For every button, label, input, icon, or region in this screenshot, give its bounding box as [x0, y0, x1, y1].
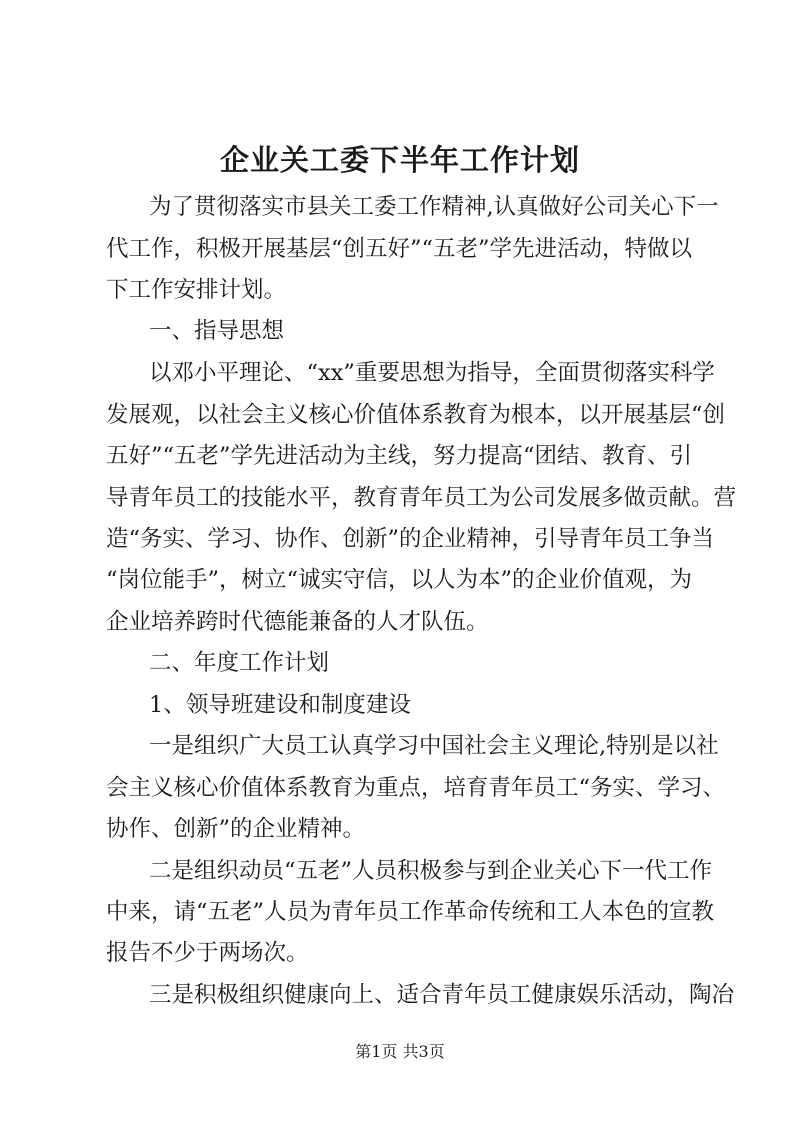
body-line: 会主义核心价值体系教育为重点，培育青年员工“务实、学习、 [106, 775, 726, 801]
body-line: 企业培养跨时代德能兼备的人才队伍。 [106, 609, 489, 635]
body-line: 报告不少于两场次。 [106, 940, 309, 966]
section-heading: 二、年度工作计划 [149, 650, 330, 676]
body-line: 下工作安排计划。 [106, 277, 287, 303]
body-line: “岗位能手”，树立“诚实守信，以人为本”的企业价值观，为 [106, 567, 693, 593]
body-line: 协作、创新”的企业精神。 [106, 816, 366, 842]
body-line: 导青年员工的技能水平，教育青年员工为公司发展多做贡献。营 [106, 485, 737, 511]
document-title: 企业关工委下半年工作计划 [219, 143, 580, 177]
body-line: 为了贯彻落实市县关工委工作精神,认真做好公司关心下一 [149, 194, 719, 220]
body-line: 二是组织动员“五老”人员积极参与到企业关心下一代工作 [149, 858, 713, 884]
subsection-heading: 1、领导班建设和制度建设 [149, 692, 411, 718]
body-line: 以邓小平理论、“xx”重要思想为指导，全面贯彻落实科学 [149, 360, 715, 386]
body-line: 中来，请“五老”人员为青年员工作革命传统和工人本色的宣教 [106, 899, 715, 925]
body-line: 代工作，积极开展基层“创五好”“五老”学先进活动，特做以 [106, 236, 693, 262]
body-line: 造“务实、学习、协作、创新”的企业精神，引导青年员工争当 [106, 526, 715, 552]
body-line: 三是积极组织健康向上、适合青年员工健康娱乐活动，陶冶 [149, 982, 735, 1008]
body-line: 发展观，以社会主义核心价值体系教育为根本，以开展基层“创 [106, 402, 726, 428]
body-line: 五好”“五老”学先进活动为主线，努力提高“团结、教育、引 [106, 443, 693, 469]
page-footer: 第1页 共3页 [355, 1042, 445, 1061]
body-line: 一是组织广大员工认真学习中国社会主义理论,特别是以社 [149, 733, 719, 759]
section-heading: 一、指导思想 [149, 318, 285, 344]
